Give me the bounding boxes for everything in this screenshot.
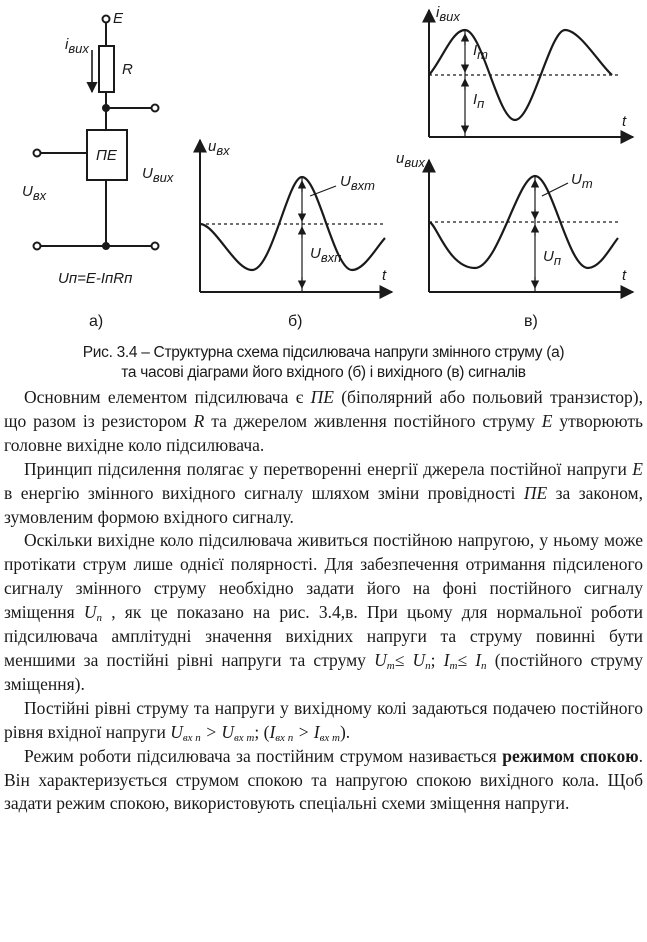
- caption-line-2: та часові діаграми його вхідного (б) і вихідного (в) сигналів: [121, 364, 526, 381]
- figure-3-4: [0, 0, 647, 338]
- axis-label-t-c-bottom: t: [622, 267, 627, 284]
- terminal-output-top: [152, 105, 159, 112]
- circuit-schematic: [34, 16, 159, 250]
- resistor-r: [99, 46, 114, 92]
- axis-label-t-b: t: [382, 267, 387, 284]
- label-pe: ПЕ: [96, 147, 117, 164]
- node-output-top: [103, 105, 109, 111]
- diagram-output-voltage: [429, 160, 633, 292]
- label-i-n: Iп: [473, 91, 485, 111]
- sublabel-c: в): [524, 313, 538, 330]
- label-u-in: Uвх: [22, 183, 47, 203]
- sublabel-b: б): [288, 313, 303, 330]
- label-i-out: iвих: [65, 36, 89, 56]
- axis-label-t-c-top: t: [622, 113, 627, 130]
- label-r: R: [122, 61, 133, 78]
- label-u-in-m: Uвхm: [340, 173, 375, 193]
- node-ground: [103, 243, 109, 249]
- label-e: E: [113, 10, 124, 27]
- paragraph-2: Принцип підсилення полягає у перетворенні енергії джерела постійної напруги E в енергію змінного вихідного сигналу шляхом зміни провідності ПЕ за законом, зумовленим формою вхідного сигналу.: [4, 458, 643, 527]
- figure-caption: [10, 343, 637, 383]
- diagram-output-current: [429, 10, 633, 137]
- label-u-n: Uп: [543, 248, 561, 268]
- terminal-input-top: [34, 150, 41, 157]
- terminal-input-bottom: [34, 243, 41, 250]
- paragraph-4: Постійні рівні струму та напруги у вихідному колі задаються подачею постійного рівня вхідної напруги Uвх п > Uвх m; (Iвх п > Iвх m).: [4, 697, 643, 744]
- terminal-output-bottom: [152, 243, 159, 250]
- terminal-e: [103, 16, 110, 23]
- paragraph-1: Основним елементом підсилювача є ПЕ (біполярний або польовий транзистор), що разом із резистором R та джерелом живлення постійного струму E утворюють головне вихідне коло підсилювача.: [4, 387, 643, 455]
- axis-label-u-out: uвих: [396, 150, 425, 170]
- axis-label-u-in: uвх: [208, 138, 230, 158]
- paragraph-5: Режим роботи підсилювача за постійним струмом називається режимом спокою. Він характеризується струмом спокою та напругою спокою вихідного кола. Щоб задати режим спокою, використовують спеціальні схеми зміщення напруги.: [4, 745, 643, 814]
- diagram-input: [200, 140, 392, 292]
- label-un-formula: Uп=E-IпRп: [58, 270, 133, 287]
- label-u-in-n: Uвхп: [310, 245, 342, 265]
- label-u-out: Uвих: [142, 165, 174, 185]
- axis-label-i-out: iвих: [436, 4, 460, 24]
- body-text: [4, 386, 643, 816]
- caption-line-1: Рис. 3.4 – Структурна схема підсилювача напруги змінного струму (а): [82, 344, 565, 361]
- paragraph-3: Оскільки вихідне коло підсилювача живиться постійною напругою, у ньому може протікати струм лише однієї полярності. Для забезпечення отримання підсиленого сигналу змінного струму необхідно задати його на фоні постійного сигналу зміщення Uп , як це показано на рис. 3.4,в. При цьому для нормальної роботи підсилювача амплітудні значення вихідних напруги та струму повинні бути меншими за постійні рівні напруги та струму Um≤ Uп; Im≤ Iп (постійного струму зміщення).: [4, 530, 644, 694]
- label-u-m: Um: [571, 171, 593, 191]
- label-i-m: Im: [473, 42, 489, 62]
- sublabel-a: а): [89, 313, 104, 330]
